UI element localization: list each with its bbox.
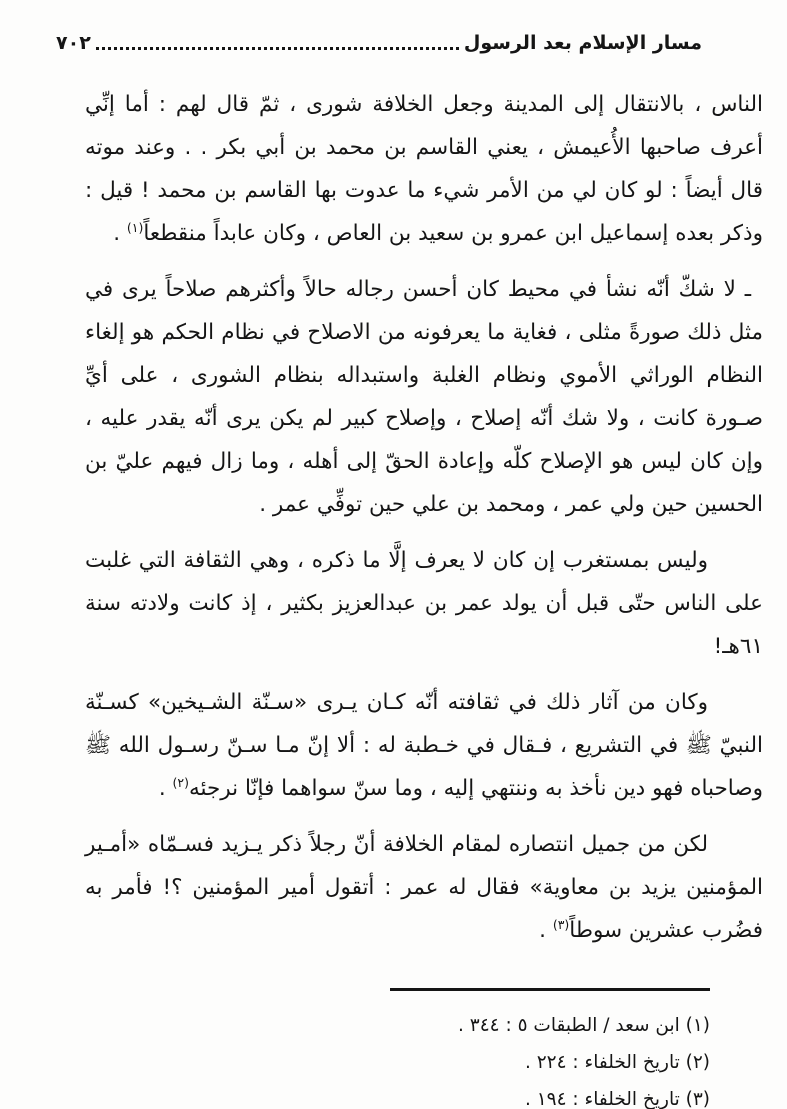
paragraph-text: . (158, 776, 173, 801)
paragraph-text: الناس ، بالانتقال إلى المدينة وجعل الخلافة شورى ، ثمّ قال لهم : أما إنِّي أعرف صاحبها الأُعيمش ، يعني القاسم بن محمد بن أبي بكر . . وعند موته قال أيضاً : لو كان لي من الأمر شيء ما عدوت بها القاسم بن محمد ! قيل : وذكر بعده إسماعيل ابن عمرو بن سعيد بن العاص ، وكان عابداً منقطعاً (85, 92, 763, 246)
footnote-item: (٢) تاريخ الخلفاء : ٢٢٤ . (524, 1051, 710, 1073)
paragraph-text: وكان من آثار ذلك في ثقافته أنّه كـان يـرى «سـنّة الشـيخين» كسـنّة النبيّ ﷺ في التشريع ، فـقال في خـطبة له : ألا إنّ مـا سـنّ رسـول الله ﷺ وصاحباه فهو دين نأخذ به وننتهي إليه ، وما سنّ سواهما فإنّا نرجئه (85, 690, 763, 801)
paragraph (85, 83, 763, 255)
footnote-item: (١) ابن سعد / الطبقات ٥ : ٣٤٤ . (458, 1014, 710, 1036)
paragraph (85, 539, 763, 668)
footnote-marker: (١) (126, 219, 144, 235)
footnote-item: (٣) تاريخ الخلفاء : ١٩٤ . (524, 1088, 710, 1109)
paragraph-text: وليس بمستغرب إن كان لا يعرف إلَّا ما ذكره ، وهي الثقافة التي غلبت على الناس حتّى قبل أن يولد عمر بن عبدالعزيز بكثير ، إذ كانت ولادته سنة ٦١هـ! (85, 548, 763, 659)
paragraph-text: لكن من جميل انتصاره لمقام الخلافة أنّ رجلاً ذكر يـزيد فسـمّاه «أمـير المؤمنين يزيد بن معاوية» فقال له عمر : أتقول أمير المؤمنين ؟! فأمر به فضُرب عشرين سوطاً (85, 832, 763, 943)
paragraph-text: ـ لا شكّ أنّه نشأ في محيط كان أحسن رجاله حالاً وأكثرهم صلاحاً يرى في مثل ذلك صورةً مثلى ، فغاية ما يعرفونه من الاصلاح في نظام الحكم هو إلغاء النظام الوراثي الأموي ونظام الغلبة واستبداله بنظام الشورى ، على أيِّ صـورة كانت ، ولا شك أنّه إصلاح ، وإصلاح كبير لم يكن يرى أنّه يقدر عليه ، وإن كان ليس هو الإصلاح كلّه وإعادة الحقّ إلى أهله ، وما زال فيهم عليّ بن الحسين حين ولي عمر ، ومحمد بن علي حين توفِّي عمر . (85, 277, 763, 517)
body-text (85, 83, 763, 952)
footnote-marker: (٢) (172, 774, 189, 790)
header-dotted-leader (96, 47, 459, 50)
footnote-marker: (٣) (552, 916, 570, 932)
paragraph (85, 681, 763, 810)
paragraph (85, 268, 763, 526)
paragraph-text: . (113, 221, 127, 246)
footnote-list (0, 1007, 710, 1109)
footnotes-section (0, 988, 710, 1109)
paragraph (85, 823, 763, 952)
page-number: ٧٠٢ (56, 32, 91, 54)
running-title: مسار الإسلام بعد الرسول (463, 32, 702, 54)
paragraph-text: . (539, 918, 553, 943)
footnote-separator-rule (390, 988, 710, 991)
running-header (56, 30, 702, 56)
